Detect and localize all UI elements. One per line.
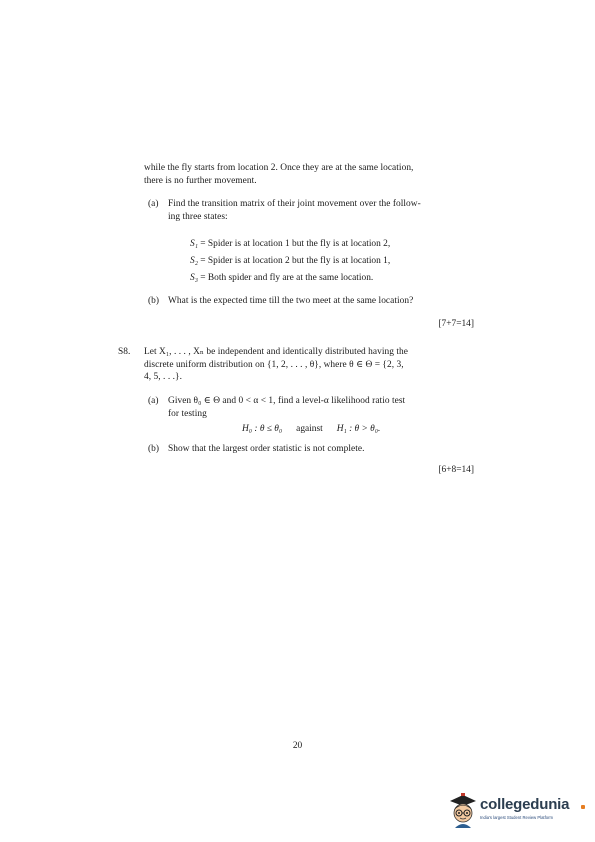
s8-part-a-line-2: for testing xyxy=(168,408,207,419)
state-symbol: S₁ xyxy=(190,239,198,249)
s8-part-a-label: (a) xyxy=(148,396,159,406)
state-text: = Spider is at location 1 but the fly is at location 2, xyxy=(197,239,391,249)
s8-part-a xyxy=(148,395,474,420)
s8-line-1: Let X₁, . . . , Xₙ be independent and identically distributed having the xyxy=(144,347,408,357)
state-text: = Both spider and fly are at the same location. xyxy=(197,273,374,283)
alternative-hypothesis: H₁ : θ > θ₀. xyxy=(336,424,381,434)
intro-paragraph xyxy=(144,162,474,187)
question-b xyxy=(148,295,474,308)
s8-line-3: 4, 5, . . .}. xyxy=(144,372,182,383)
question-b-text: What is the expected time till the two meet at the same location? xyxy=(168,296,414,306)
s8-label: S8. xyxy=(118,347,131,357)
state-item xyxy=(190,270,390,287)
question-a-line-1: Find the transition matrix of their joint movement over the follow- xyxy=(168,199,421,209)
page-number: 20 xyxy=(292,741,303,751)
marks-allocation: [6+8=14] xyxy=(438,465,474,475)
state-item xyxy=(190,236,390,253)
question-a-label: (a) xyxy=(148,199,159,209)
null-hypothesis: H₀ : θ ≤ θ₀ xyxy=(242,424,283,434)
state-item xyxy=(190,253,390,270)
logo-wordmark: collegedunia xyxy=(480,796,570,813)
logo-tagline: India's largest Student Review Platform xyxy=(480,815,553,820)
marks-allocation: [7+7=14] xyxy=(438,319,474,329)
states-list xyxy=(190,236,390,287)
question-b-label: (b) xyxy=(148,296,160,306)
logo-accent xyxy=(581,805,585,809)
state-text: = Spider is at location 2 but the fly is at location 1, xyxy=(197,256,391,266)
mascot-icon xyxy=(446,792,480,828)
question-a-line-2: ing three states: xyxy=(168,211,228,222)
intro-line-2: there is no further movement. xyxy=(144,175,257,186)
s8-part-b-label: (b) xyxy=(148,444,160,454)
state-symbol: S₃ xyxy=(190,273,198,283)
question-a xyxy=(148,198,474,223)
s8-part-b-text: Show that the largest order statistic is not complete. xyxy=(168,444,365,454)
s8-line-2: discrete uniform distribution on {1, 2, . . . , θ}, where θ ∈ Θ = {2, 3, xyxy=(144,359,404,370)
against-word: against xyxy=(296,424,323,434)
intro-line-1: while the fly starts from location 2. Once they are at the same location, xyxy=(144,163,414,173)
s8-question xyxy=(144,346,474,384)
state-symbol: S₂ xyxy=(190,256,198,266)
s8-part-a-line-1: Given θ₀ ∈ Θ and 0 < α < 1, find a level-α likelihood ratio test xyxy=(168,396,406,406)
s8-part-b xyxy=(148,443,474,456)
hypotheses xyxy=(242,423,380,435)
collegedunia-logo xyxy=(446,790,586,830)
